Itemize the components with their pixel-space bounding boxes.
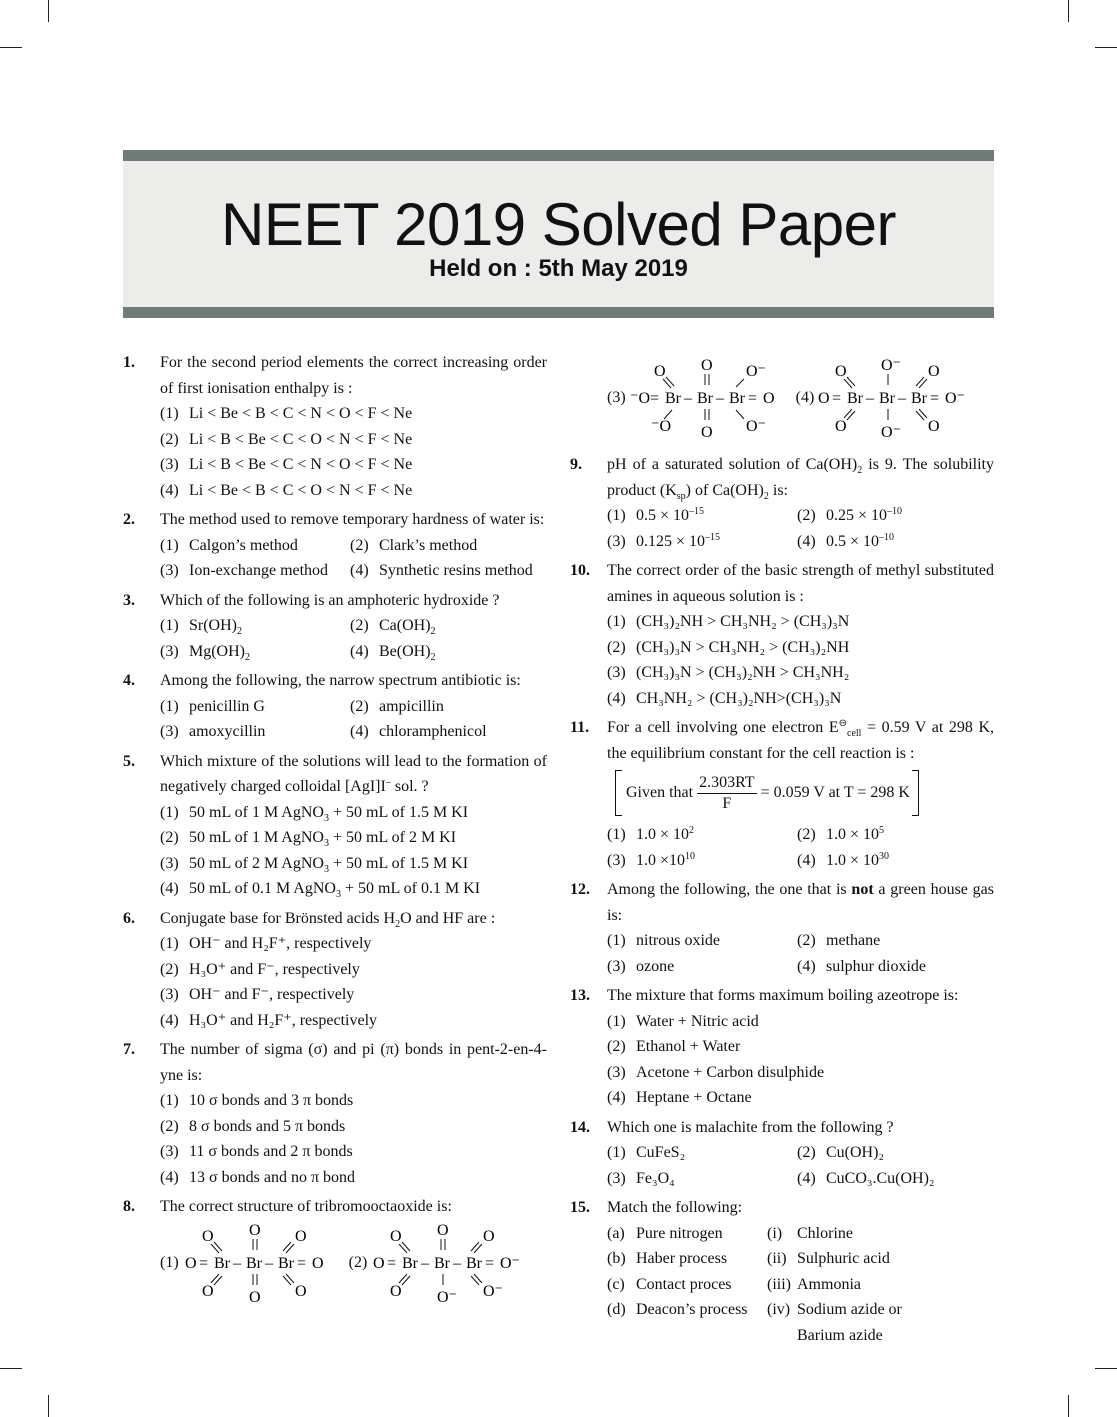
option: (4) $1.0 \times 10^{30}$: [797, 850, 890, 869]
oxygen-atom: O: [700, 357, 713, 374]
option-number: (2): [348, 1253, 368, 1271]
option: (4) Heptane + Octane: [607, 1089, 752, 1106]
oxygen-atom: O: [373, 1254, 385, 1272]
svg-text:=: =: [485, 1254, 495, 1272]
question-7: [123, 1037, 547, 1190]
option: (3) Acetone + Carbon disulphide: [607, 1063, 825, 1081]
option: (2) 50 mL of 1 M AgNO$_3$ + 50 mL of 2 M KI: [160, 829, 457, 849]
option: (1) Li < Be < B < C < N < O < F < Ne: [160, 405, 413, 422]
option: (3) 11 σ bonds and 2 π bonds: [160, 1143, 353, 1160]
svg-text:–: –: [898, 390, 907, 407]
svg-text:=: =: [387, 1254, 397, 1272]
option: (1) penicillin G: [160, 697, 265, 715]
question-text: Among the following, the one that is not a green house gas is:: [607, 881, 994, 924]
question-12: [570, 877, 994, 979]
question-1: [123, 350, 547, 503]
question-number: 10.: [570, 562, 590, 579]
option: (4) H₃O⁺ and H₂F⁺, respectively: [160, 1011, 378, 1029]
oxide-ion: O⁻: [881, 357, 902, 374]
oxide-ion: O⁻: [745, 418, 766, 435]
question-text: The correct structure of tribromooctaoxide is:: [160, 1198, 452, 1215]
question-13: [570, 983, 994, 1111]
match-row: (a) Pure nitrogen (i) Chlorine: [607, 1224, 853, 1242]
crop-mark: [0, 1368, 22, 1369]
question-text: The correct order of the basic strength of methyl substituted amines in aqueous solution is :: [607, 562, 994, 605]
question-number: 6.: [123, 909, 135, 927]
question-text: For the second period elements the correct increasing order of first ionisation enthalpy is :: [160, 354, 547, 397]
oxygen-atom: O: [818, 390, 830, 407]
oxygen-atom: O: [437, 1221, 449, 1239]
question-text: Which mixture of the solutions will lead to the formation of negatively charged colloidal [AgI]I– sol. ?: [160, 752, 547, 795]
crop-mark: [1095, 1368, 1117, 1369]
structure-option-1: [185, 1222, 335, 1304]
oxide-ion: O⁻: [745, 363, 766, 380]
question-8-continued: [570, 350, 994, 446]
question-9: [570, 452, 994, 554]
option: (4) Synthetic resins method: [350, 562, 533, 579]
option: (2) 8 σ bonds and 5 π bonds: [160, 1117, 346, 1135]
question-number: 8.: [123, 1198, 135, 1215]
question-number: 11.: [570, 719, 590, 736]
option: (3) 50 mL of 2 M AgNO$_3$ + 50 mL of 1.5 M KI: [160, 854, 469, 875]
oxide-ion: O⁻: [945, 390, 966, 407]
oxygen-atom: O: [835, 418, 847, 435]
oxygen-atom: O: [390, 1227, 402, 1245]
question-text: Among the following, the narrow spectrum antibiotic is:: [160, 672, 521, 689]
oxygen-atom: O: [201, 1282, 214, 1300]
option: (2) ampicillin: [350, 697, 444, 715]
question-number: 7.: [123, 1041, 135, 1058]
left-column: [123, 350, 547, 1304]
svg-text:=: =: [832, 390, 842, 407]
option: (4) 13 σ bonds and no π bond: [160, 1168, 356, 1186]
oxygen-atom: O: [294, 1227, 307, 1245]
bromine-atom: Br: [213, 1254, 230, 1272]
question-15: [570, 1195, 994, 1348]
oxide-ion: O⁻: [881, 424, 902, 439]
option: (3) ozone: [607, 957, 675, 975]
option: (4) $Be(OH)_2$: [350, 642, 436, 663]
question-number: 9.: [570, 456, 582, 473]
bromine-atom: Br: [402, 1254, 419, 1272]
oxygen-atom: O: [248, 1221, 261, 1239]
option: (3) Li < B < Be < C < N < O < F < Ne: [160, 456, 413, 473]
option: (1) $Sr(OH)_2$: [160, 617, 242, 637]
option: (1) OH⁻ and H₂F⁺, respectively: [160, 935, 372, 952]
option: (2) $1.0 \times 10^5$: [797, 825, 885, 843]
structure-option-2: [373, 1222, 528, 1304]
bromine-atom: Br: [696, 390, 713, 407]
option: (2) Cu(OH)₂: [797, 1144, 885, 1161]
structure-option-4: [818, 357, 973, 439]
svg-text:=: =: [198, 1254, 208, 1272]
crop-mark: [48, 0, 49, 22]
option: (3) amoxycillin: [160, 723, 266, 740]
structure-option-3: [630, 357, 790, 439]
option: (4) chloramphenicol: [350, 723, 487, 740]
option: (2) Ethanol + Water: [607, 1038, 741, 1055]
option: (1) Calgon’s method: [160, 536, 298, 554]
question-text: The method used to remove temporary hardness of water is:: [160, 511, 545, 528]
question-text: For a cell involving one electron $E^⊖_{cell} = 0.59$ V at 298 K, the equilibrium constant for the cell reaction is :: [607, 718, 994, 762]
option: (1) nitrous oxide: [607, 932, 720, 949]
svg-text:–: –: [264, 1254, 273, 1272]
oxygen-atom: O: [248, 1288, 261, 1304]
bromine-atom: Br: [728, 390, 745, 407]
oxygen-atom: O: [928, 418, 940, 435]
oxygen-atom: O: [311, 1254, 324, 1272]
title-band-top-bar: [123, 150, 994, 161]
question-number: 12.: [570, 881, 590, 898]
option: (1) 50 mL of 1 M AgNO$_3$ + 50 mL of 1.5 M KI: [160, 803, 469, 824]
oxide-ion: O⁻: [437, 1288, 458, 1304]
question-6: [123, 906, 547, 1034]
option: (2) Li < B < Be < C < O < N < F < Ne: [160, 430, 413, 448]
title-band-bottom-bar: [123, 307, 994, 318]
oxygen-atom: O: [390, 1282, 402, 1300]
question-text: The mixture that forms maximum boiling azeotrope is:: [607, 987, 959, 1004]
oxide-ion: ⁻O: [650, 418, 671, 435]
given-formula: Given that $\frac{2.303RT}{F}$ = 0.059 V at T = 298 K: [615, 770, 994, 816]
match-row: Barium azide: [797, 1326, 883, 1344]
option: (2) methane: [797, 932, 881, 949]
option: (4) Li < Be < B < C < O < N < F < Ne: [160, 481, 413, 499]
option: (1) $1.0 \times 10^2$: [607, 825, 695, 843]
crop-mark: [0, 47, 22, 48]
svg-text:–: –: [421, 1254, 430, 1272]
option: (2) Clark’s method: [350, 536, 478, 554]
option: (4) CuCO₃.Cu(OH)₂: [797, 1169, 935, 1187]
question-3: [123, 588, 547, 665]
match-row: (d) Deacon’s process (iv) Sodium azide or: [607, 1301, 902, 1318]
option: (3) Ion-exchange method: [160, 562, 329, 579]
oxygen-atom: O: [700, 424, 713, 439]
oxygen-atom: O: [928, 363, 940, 380]
option: (3) $0.125 \times 10^{-15}$: [607, 531, 721, 550]
svg-text:=: =: [930, 390, 940, 407]
option: (2) $0.25 \times 10^{-10}$: [797, 506, 903, 524]
question-number: 14.: [570, 1118, 590, 1136]
svg-text:–: –: [453, 1254, 462, 1272]
question-text: Conjugate base for Brönsted acids $H_2O$ and HF are :: [160, 909, 496, 930]
option: (3) $Mg(OH)_2$: [160, 642, 250, 663]
match-row: (b) Haber process (ii) Sulphuric acid: [607, 1250, 890, 1267]
option: (3) OH⁻ and F⁻, respectively: [160, 986, 355, 1003]
bromine-atom: Br: [245, 1254, 262, 1272]
right-column: [570, 350, 994, 1348]
option: (4) sulphur dioxide: [797, 957, 926, 975]
svg-text:–: –: [866, 390, 875, 407]
option-number: (1): [160, 1253, 179, 1271]
option: (3) Fe₃O₄: [607, 1169, 675, 1187]
match-row: (c) Contact proces (iii) Ammonia: [607, 1275, 861, 1293]
question-number: 1.: [123, 354, 135, 371]
question-text: Which one is malachite from the following ?: [607, 1118, 894, 1136]
question-number: 3.: [123, 591, 135, 609]
question-number: 4.: [123, 672, 135, 689]
bromine-atom: Br: [664, 390, 681, 407]
option: (1) (CH₃)₂NH > CH₃NH₂ > (CH₃)₃N: [607, 613, 850, 630]
svg-text:–: –: [715, 390, 724, 407]
question-14: [570, 1115, 994, 1192]
bromine-atom: Br: [879, 390, 896, 407]
crop-mark: [1068, 0, 1069, 22]
oxide-ion: O⁻: [500, 1254, 521, 1272]
question-number: 2.: [123, 511, 135, 528]
question-10: [570, 558, 994, 711]
svg-text:=: =: [296, 1254, 306, 1272]
option: (4) 50 mL of 0.1 M AgNO$_3$ + 50 mL of 0.1 M KI: [160, 880, 481, 900]
question-text: pH of a saturated solution of $Ca(OH)_2$ is 9. The solubility product $(K_{sp})$ of $Ca(OH)_2$ is:: [607, 456, 994, 502]
question-8: [123, 1194, 547, 1304]
question-5: [123, 749, 547, 902]
crop-mark: [1095, 47, 1117, 48]
svg-text:–: –: [683, 390, 692, 407]
option: (2) H₃O⁺ and F⁻, respectively: [160, 960, 360, 978]
oxygen-atom: O: [201, 1227, 214, 1245]
option: (1) $0.5 \times 10^{-15}$: [607, 506, 705, 524]
oxygen-atom: O: [835, 363, 847, 380]
title-band: [123, 150, 994, 318]
page-subtitle: Held on : 5th May 2019: [429, 255, 688, 282]
option: (3) $1.0 \times 10^{10}$: [607, 850, 696, 869]
option: (2) (CH₃)₃N > CH₃NH₂ > (CH₃)₂NH: [607, 638, 850, 656]
question-11: [570, 715, 994, 873]
option-number: (4): [795, 389, 815, 407]
option-number: (3): [607, 389, 626, 407]
oxygen-atom: O: [483, 1227, 495, 1245]
question-text: The number of sigma (σ) and pi (π) bonds in pent-2-en-4-yne is:: [160, 1041, 547, 1084]
oxide-ion: O⁻: [483, 1282, 504, 1300]
svg-text:=: =: [649, 390, 659, 407]
bromine-atom: Br: [434, 1254, 451, 1272]
option: (1) CuFeS₂: [607, 1144, 686, 1161]
option: (3) (CH₃)₃N > (CH₃)₂NH > CH₃NH₂: [607, 664, 850, 681]
bromine-atom: Br: [277, 1254, 294, 1272]
question-2: [123, 507, 547, 584]
oxygen-atom: O: [653, 363, 666, 380]
svg-text:–: –: [232, 1254, 241, 1272]
oxygen-atom: O: [294, 1282, 307, 1300]
question-number: 15.: [570, 1199, 590, 1216]
oxygen-atom: O: [762, 390, 775, 407]
bromine-atom: Br: [911, 390, 928, 407]
option: (2) $Ca(OH)_2$: [350, 617, 436, 637]
bromine-atom: Br: [466, 1254, 483, 1272]
option: (4) CH₃NH₂ > (CH₃)₂NH>(CH₃)₃N: [607, 689, 842, 707]
crop-mark: [1068, 1395, 1069, 1417]
crop-mark: [48, 1395, 49, 1417]
question-number: 13.: [570, 987, 590, 1004]
oxygen-atom: O: [184, 1254, 197, 1272]
question-number: 5.: [123, 752, 135, 770]
question-4: [123, 668, 547, 745]
question-text: Match the following:: [607, 1199, 743, 1216]
oxide-ion: ⁻O: [629, 390, 650, 407]
option: (1) 10 σ bonds and 3 π bonds: [160, 1092, 354, 1109]
svg-text:=: =: [747, 390, 757, 407]
option: (4) $0.5 \times 10^{-10}$: [797, 531, 895, 550]
option: (1) Water + Nitric acid: [607, 1012, 759, 1030]
page-title: NEET 2019 Solved Paper: [221, 191, 896, 258]
bromine-atom: Br: [847, 390, 864, 407]
question-text: Which of the following is an amphoteric hydroxide ?: [160, 591, 500, 609]
